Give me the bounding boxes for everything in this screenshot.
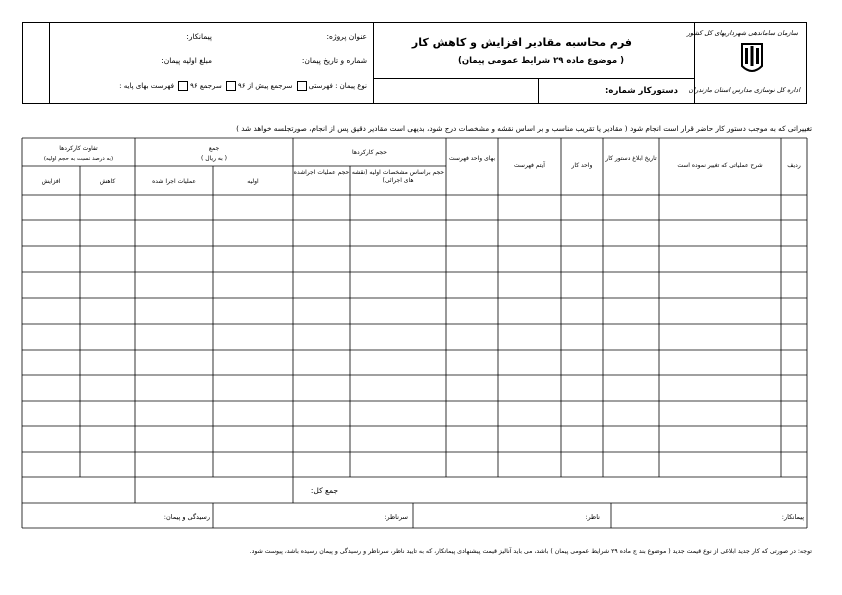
header-divider: [373, 22, 374, 104]
form-subtitle: ( موضوع ماده ۲۹ شرایط عمومی پیمان): [457, 56, 624, 66]
header-divider: [49, 22, 50, 104]
option-list-checkbox[interactable]: [297, 81, 307, 91]
col-tot-done-header: عملیات اجرا شده: [152, 178, 196, 185]
form-title: فرم محاسبه مقادیر افزایش و کاهش کار: [411, 36, 632, 49]
contract-type-row: [119, 81, 367, 91]
project-title-label: عنوان پروژه:: [326, 32, 367, 41]
intro-text: تغییراتی که به موجب دستور کار حاضر قرار است انجام شود ( مقادیر یا تقریب مناسب و بر اساس نقشه و مشخصات درج شود، بدیهی است مقادیر دقیق پس از انجام، صورتجلسه خواهد شد ): [236, 124, 812, 133]
volume-group-header: حجم کارکردها: [352, 149, 387, 156]
total-group-header: جمع: [208, 145, 220, 152]
sig-supervisor-label: ناظر:: [585, 513, 600, 521]
footnote: توجه: در صورتی که کار جدید ابلاغی از نوع قیمت جدید ( موضوع بند ج ماده ۲۹ شرایط عمومی پیمان ) باشد، می باید آنالیز قیمت پیشنهادی پیمانکار، که به تایید ناظر، سرناظر و رسیدگی و پیمان رسیده باشد، پیوست شود.: [249, 548, 812, 555]
initial-amount-label: مبلغ اولیه پیمان:: [161, 56, 212, 65]
col-unit-price-header: بهای واحد فهرست: [448, 155, 496, 162]
sig-contractor-label: پیمانکار:: [781, 513, 804, 521]
grand-total-label: جمع کل:: [310, 486, 338, 495]
total-group-unit: ( به ریال ): [200, 155, 228, 162]
col-notify-date-header: تاریخ ابلاغ دستور کار: [605, 155, 657, 162]
col-vol-done-header: حجم عملیات اجراشده: [293, 169, 350, 176]
header-divider: [538, 78, 539, 104]
option-list-label: فهرستی: [308, 82, 333, 90]
contract-number-label: شماره و تاریخ پیمان:: [301, 56, 367, 65]
logo-text-top: سازمان ساماندهی شهرداریهای کل کشور: [686, 29, 798, 37]
col-row-header: ردیف: [787, 162, 801, 169]
option-pre96-checkbox[interactable]: [226, 81, 236, 91]
col-decrease-header: کاهش: [99, 178, 116, 185]
col-item-header: آیتم فهرست: [514, 162, 545, 169]
option-96-label: سرجمع ۹۶: [190, 82, 222, 90]
option-pre96-label: سرجمع پیش از ۹۶: [238, 82, 293, 90]
col-unit-header: واحد کار: [571, 162, 593, 169]
order-number-label: دستورکار شماره:: [605, 86, 678, 96]
logo-text-bottom: اداره کل نوسازی مدارس استان مازندران: [688, 86, 800, 94]
col-description-header: شرح عملیاتی که تغییر نموده است: [677, 162, 763, 169]
col-tot-initial-header: اولیه: [247, 178, 259, 185]
header-divider: [373, 78, 694, 79]
option-96-checkbox[interactable]: [178, 81, 188, 91]
contractor-label: پیمانکار:: [186, 32, 212, 41]
col-vol-initial-header: حجم براساس مشخصات اولیه (نقشه های اجرائی): [351, 169, 445, 184]
contract-type-label: نوع پیمان :: [335, 82, 367, 90]
sig-contract-audit-label: رسیدگی و پیمان:: [163, 513, 210, 521]
col-increase-header: افزایش: [41, 178, 61, 185]
diff-group-header: تفاوت کارکردها: [59, 145, 98, 152]
emblem-icon: [736, 40, 768, 76]
price-list-label: فهرست بهای پایه :: [119, 82, 174, 90]
diff-group-note: (به درصد نسبت به حجم اولیه): [43, 156, 114, 162]
organization-logo: [686, 26, 804, 100]
sig-chief-supervisor-label: سرناظر:: [384, 513, 408, 521]
